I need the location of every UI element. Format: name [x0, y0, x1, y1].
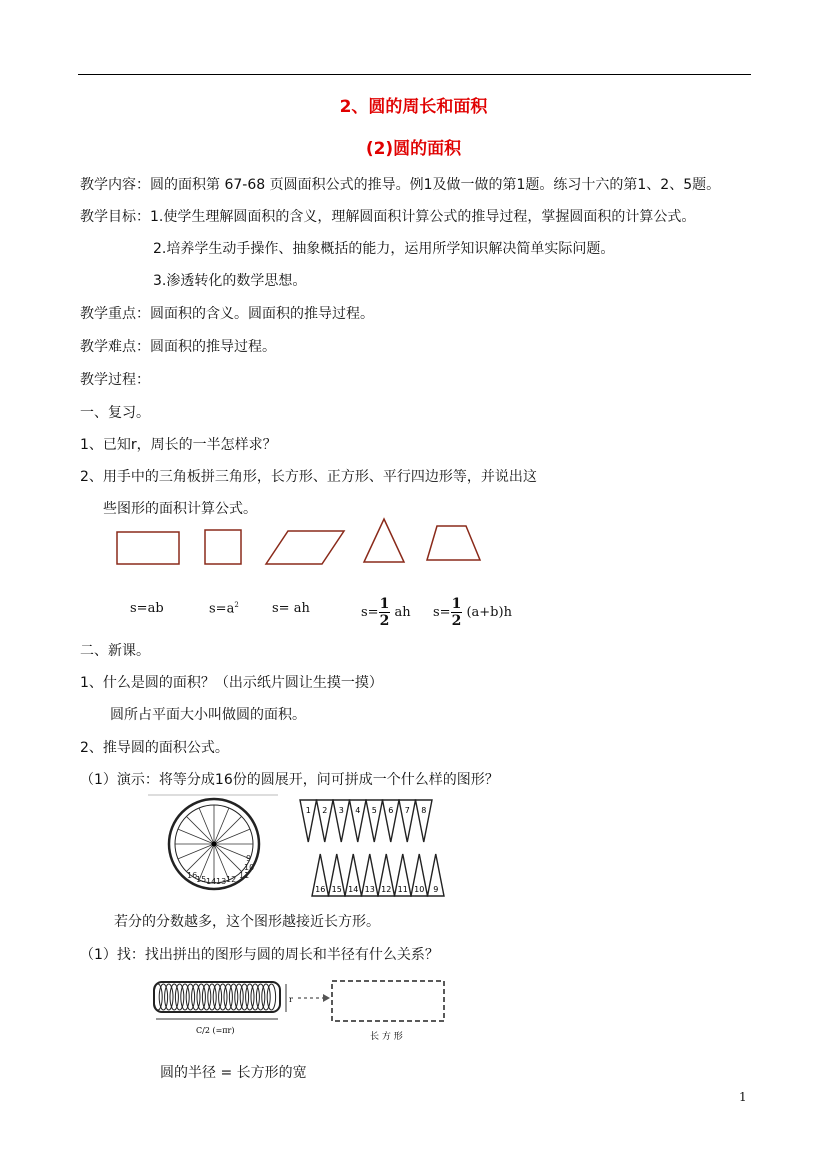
radius-mark-label: r — [289, 995, 293, 1004]
square-formula: $s=a^2$ — [209, 601, 239, 617]
sector-number: 16 — [315, 885, 326, 894]
header-rule — [78, 74, 751, 75]
sector-number: 4 — [355, 806, 361, 815]
demo-step: （1）演示：将等分成16份的圆展开，问可拼成一个什么样的图形？ — [80, 772, 499, 788]
trapezoid-figure — [420, 520, 490, 566]
teaching-difficulty: 教学难点：圆面积的推导过程。 — [80, 339, 276, 355]
divided-circle-figure — [148, 792, 288, 896]
circle-sector-number: 16 — [187, 871, 198, 880]
sector-number: 5 — [371, 806, 377, 815]
review-item-2-cont: 些图形的面积计算公式。 — [103, 501, 257, 517]
page-title: 2、圆的周长和面积 — [339, 97, 488, 117]
more-parts-closer-to-rectangle: 若分的分数越多，这个图形越接近长方形。 — [114, 914, 380, 930]
rectangle-formula: s=ab — [130, 601, 164, 616]
new-lesson-item-1: 1、什么是圆的面积？（出示纸片圆让生摸一摸） — [80, 675, 383, 691]
sector-number: 3 — [338, 806, 344, 815]
sector-number: 6 — [388, 806, 394, 815]
rearranged-sectors-figure — [298, 796, 450, 900]
review-item-2: 2、用手中的三角板拼三角形，长方形、正方形、平行四边形等，并说出这 — [80, 469, 537, 485]
dashed-rectangle — [332, 981, 444, 1021]
parallelogram-shape — [266, 531, 344, 564]
teaching-process-heading: 教学过程： — [80, 372, 150, 388]
circle-sector-divider — [186, 844, 214, 872]
page-number: 1 — [739, 1090, 747, 1104]
circle-sector-divider — [214, 816, 242, 844]
teaching-goal-2: 2.培养学生动手操作、抽象概括的能力，运用所学知识解决简单实际问题。 — [153, 241, 615, 257]
square-shape — [205, 530, 241, 564]
section-new-lesson-heading: 二、新课。 — [80, 643, 150, 659]
sector-number: 15 — [331, 885, 342, 894]
radius-equals-width: 圆的半径 = 长方形的宽 — [160, 1065, 307, 1081]
trapezoid-fraction: $\frac{1}{2}$ — [451, 596, 462, 629]
circle-sector-divider — [186, 816, 214, 844]
sector-number: 10 — [414, 885, 425, 894]
circle-center-dot — [212, 842, 217, 847]
sector-number: 14 — [348, 885, 359, 894]
triangle-fraction: $\frac{1}{2}$ — [379, 596, 390, 629]
circle-sector-divider — [214, 844, 242, 872]
rectangle-shape — [117, 532, 179, 564]
triangle-formula: s= $\frac{1}{2}$ ah — [361, 596, 411, 629]
rectangle-caption: 长 方 形 — [370, 1032, 403, 1042]
circle-sector-number: 14 — [206, 877, 217, 886]
page-subtitle: (2)圆的面积 — [365, 139, 462, 159]
teaching-content: 教学内容：圆的面积第 67-68 页圆面积公式的推导。例1及做一做的第1题。练习十六的第1、2、5题。 — [80, 177, 721, 193]
sector-number: 8 — [421, 806, 427, 815]
review-item-1: 1、已知r，周长的一半怎样求？ — [80, 437, 277, 453]
trapezoid-formula: s= $\frac{1}{2}$ (a+b)h — [433, 596, 512, 629]
sector-number: 7 — [404, 806, 410, 815]
teaching-goal-3: 3.渗透转化的数学思想。 — [153, 273, 307, 289]
circle-sector-number: 11 — [239, 871, 250, 880]
circle-sector-number: 15 — [196, 875, 207, 884]
coil-to-rectangle-figure — [148, 972, 458, 1050]
basic-shapes-figure — [110, 514, 410, 570]
trapezoid-shape — [427, 526, 480, 560]
arrow-head — [323, 994, 330, 1002]
triangle-shape — [364, 519, 404, 562]
sector-number: 2 — [322, 806, 328, 815]
sector-number: 12 — [381, 885, 392, 894]
circle-sector-number: 12 — [226, 875, 237, 884]
find-step: （1）找：找出拼出的图形与圆的周长和半径有什么关系？ — [80, 947, 439, 963]
section-review-heading: 一、复习。 — [80, 405, 150, 421]
half-circumference-label: C/2 (=πr) — [196, 1026, 235, 1035]
teaching-key-point: 教学重点：圆面积的含义。圆面积的推导过程。 — [80, 306, 374, 322]
sector-number: 13 — [364, 885, 375, 894]
circle-sector-number: 13 — [216, 877, 227, 886]
parallelogram-formula: s= ah — [272, 601, 310, 616]
sector-number: 1 — [305, 806, 311, 815]
circle-sector-number: 10 — [244, 863, 255, 872]
circle-area-definition: 圆所占平面大小叫做圆的面积。 — [110, 707, 306, 723]
sector-number: 11 — [397, 885, 408, 894]
circle-sector-number: 9 — [246, 854, 252, 863]
new-lesson-item-2: 2、推导圆的面积公式。 — [80, 740, 229, 756]
teaching-goal-1: 教学目标：1.使学生理解圆面积的含义，理解圆面积计算公式的推导过程，掌握圆面积的计算公式。 — [80, 209, 696, 225]
sector-number: 9 — [433, 885, 439, 894]
